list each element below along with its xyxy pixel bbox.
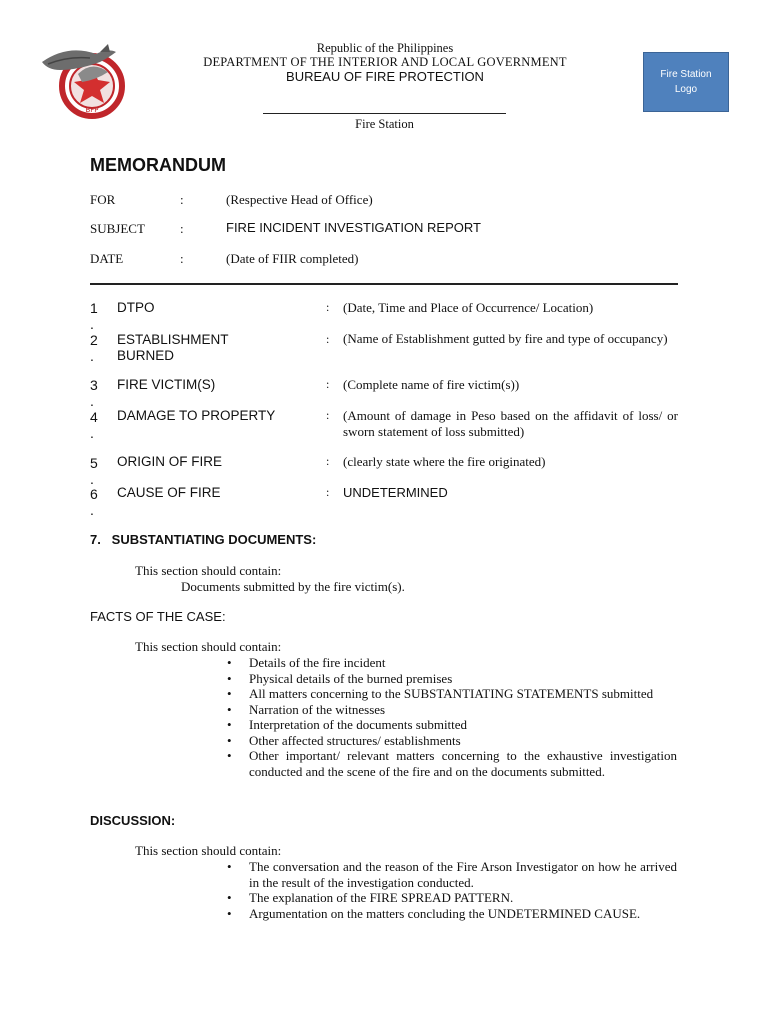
list-item: • Other important/ relevant matters concerning to the exhaustive investigation conducted and the scene of the fire and on the documents submitted. — [249, 748, 677, 779]
memo-date-label: DATE — [90, 251, 124, 266]
item-colon: : — [326, 408, 330, 422]
item-number — [90, 332, 104, 364]
item-number — [90, 455, 104, 487]
logo-placeholder-text: Fire Station Logo — [660, 69, 712, 95]
svg-text:BFP: BFP — [85, 106, 99, 114]
list-item: • The conversation and the reason of the Fire Arson Investigator on how he arrived in the result of the investigation conducted. — [249, 859, 677, 890]
memo-subject-colon: : — [180, 221, 184, 236]
item-value-damage: (Amount of damage in Peso based on the affidavit of loss/ or sworn statement of loss submitted) — [343, 408, 678, 439]
item-number-dot: . — [90, 316, 94, 332]
memo-date-colon: : — [180, 251, 184, 266]
item-label-victims: FIRE VICTIM(S) — [117, 377, 216, 392]
item-colon: : — [326, 332, 330, 346]
section-heading-discussion: DISCUSSION: — [90, 813, 176, 828]
list-item: • All matters concerning to the SUBSTANTIATING STATEMENTS submitted — [249, 686, 677, 702]
item-colon: : — [326, 300, 330, 314]
list-item: • The explanation of the FIRE SPREAD PATTERN. — [249, 890, 677, 906]
section-heading-substantiating: 7. SUBSTANTIATING DOCUMENTS: — [90, 532, 317, 547]
memo-divider — [90, 283, 678, 285]
item-number — [90, 300, 104, 332]
item-number-digit: 4 — [90, 409, 98, 425]
memo-subject-value: FIRE INCIDENT INVESTIGATION REPORT — [226, 220, 481, 235]
item-label-cause: CAUSE OF FIRE — [117, 485, 221, 500]
fire-station-logo-placeholder — [643, 52, 729, 112]
memo-for-value: (Respective Head of Office) — [226, 192, 373, 207]
section-intro: This section should contain: — [135, 843, 282, 858]
list-item: • Interpretation of the documents submitted — [249, 717, 677, 733]
memo-for-label: FOR — [90, 192, 116, 207]
item-label-origin: ORIGIN OF FIRE — [117, 454, 223, 469]
list-item: • Physical details of the burned premises — [249, 671, 677, 687]
bfp-seal-icon — [38, 40, 134, 120]
item-number-digit: 6 — [90, 486, 98, 502]
item-number-digit: 3 — [90, 377, 98, 393]
list-item: • Narration of the witnesses — [249, 702, 677, 718]
header-department: DEPARTMENT OF THE INTERIOR AND LOCAL GOVERNMENT — [203, 55, 567, 69]
section-intro: This section should contain: — [135, 563, 282, 578]
list-item: • Other affected structures/ establishments — [249, 733, 677, 749]
list-item: • Details of the fire incident — [249, 655, 677, 671]
item-number-dot: . — [90, 393, 94, 409]
memo-for-colon: : — [180, 192, 184, 207]
station-name-line — [263, 113, 506, 114]
item-number-digit: 2 — [90, 332, 98, 348]
memo-subject-label: SUBJECT — [90, 221, 145, 236]
memo-title: MEMORANDUM — [90, 155, 226, 175]
item-number — [90, 486, 104, 518]
item-colon: : — [326, 377, 330, 391]
item-number-dot: . — [90, 348, 94, 364]
item-label-dtpo: DTPO — [117, 300, 155, 315]
item-label-establishment: ESTABLISHMENT BURNED — [117, 332, 229, 363]
item-number-dot: . — [90, 425, 94, 441]
item-label-damage: DAMAGE TO PROPERTY — [117, 408, 276, 423]
item-number — [90, 377, 104, 409]
item-colon: : — [326, 485, 330, 499]
discussion-bullet-list — [249, 859, 677, 921]
item-number-digit: 1 — [90, 300, 98, 316]
item-value-victims: (Complete name of fire victim(s)) — [343, 377, 520, 392]
facts-bullet-list — [249, 655, 677, 779]
item-value-cause: UNDETERMINED — [343, 485, 448, 500]
section-intro: This section should contain: — [135, 639, 282, 654]
substantiating-line: Documents submitted by the fire victim(s). — [181, 579, 405, 594]
section-heading-facts: FACTS OF THE CASE: — [90, 609, 226, 624]
item-number-dot: . — [90, 502, 94, 518]
item-value-establishment: (Name of Establishment gutted by fire and type of occupancy) — [343, 331, 668, 346]
item-value-origin: (clearly state where the fire originated) — [343, 454, 546, 469]
item-number-dot: . — [90, 471, 94, 487]
header-bureau: BUREAU OF FIRE PROTECTION — [286, 69, 484, 84]
item-colon: : — [326, 454, 330, 468]
list-item: • Argumentation on the matters concluding the UNDETERMINED CAUSE. — [249, 906, 677, 922]
memo-date-value: (Date of FIIR completed) — [226, 251, 359, 266]
station-label: Fire Station — [355, 117, 414, 131]
header-republic: Republic of the Philippines — [316, 41, 454, 55]
item-value-dtpo: (Date, Time and Place of Occurrence/ Location) — [343, 300, 594, 315]
item-number — [90, 409, 104, 441]
item-number-digit: 5 — [90, 455, 98, 471]
